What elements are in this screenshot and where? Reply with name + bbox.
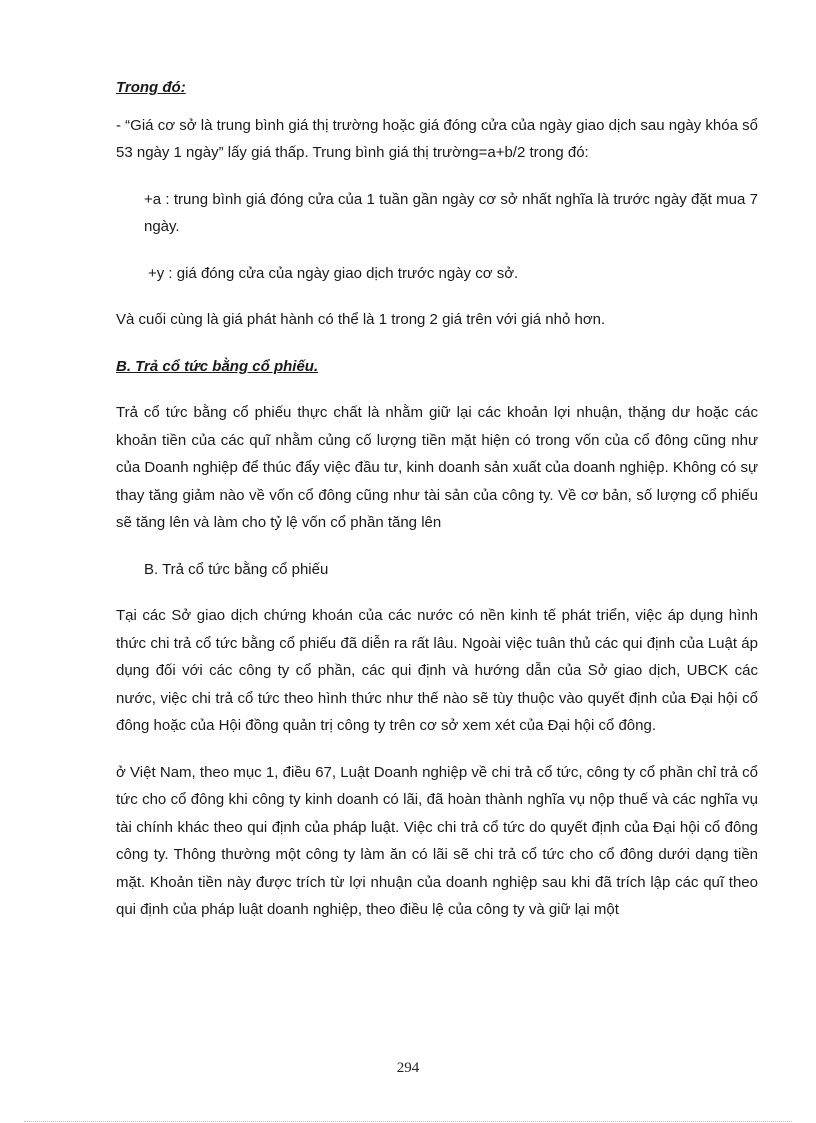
- paragraph-item-a: +a : trung bình giá đóng cửa của 1 tuần gần ngày cơ sở nhất nghĩa là trước ngày đặt mua 7 ngày.: [144, 190, 758, 235]
- subheading-section-b: B. Trả cổ tức bằng cổ phiếu: [144, 560, 329, 578]
- paragraph-item-y: +y : giá đóng cửa của ngày giao dịch trước ngày cơ sở.: [148, 264, 519, 282]
- paragraph-tra-co-tuc: Trả cổ tức bằng cổ phiếu thực chất là nhằm giữ lại các khoản lợi nhuận, thặng dư hoặc các khoản tiền của các quĩ nhằm củng cố lượng tiền mặt hiện có trong vốn của cổ đông cũng như của Doanh nghiệp để thúc đẩy việc đầu tư, kinh doanh sản xuất của doanh nghiệp. Không có sự thay tăng giảm nào về vốn cổ đông cũng như tài sản của công ty. Về cơ bản, số lượng cổ phiếu sẽ tăng lên và làm cho tỷ lệ vốn cổ phần tăng lên: [116, 404, 758, 531]
- footer-divider: [24, 1121, 792, 1122]
- paragraph-gia-co-so: - “Giá cơ sở là trung bình giá thị trường hoặc giá đóng cửa của ngày giao dịch sau ngày khóa sổ 53 ngày 1 ngày” lấy giá thấp. Trung bình giá thị trường=a+b/2 trong đó:: [116, 116, 758, 161]
- paragraph-viet-nam: ở Việt Nam, theo mục 1, điều 67, Luật Doanh nghiệp về chi trả cổ tức, công ty cổ phần chỉ trả cổ tức cho cổ đông khi công ty kinh doanh có lãi, đã hoàn thành nghĩa vụ nộp thuế và các nghĩa vụ tài chính khác theo qui định của pháp luật. Việc chi trả cổ tức do quyết định của Đại hội cổ đông công ty. Thông thường một công ty làm ăn có lãi sẽ chi trả cổ tức cho cổ đông dưới dạng tiền mặt. Khoản tiền này được trích từ lợi nhuận của doanh nghiệp sau khi đã trích lập các quĩ theo qui định của pháp luật doanh nghiệp, theo điều lệ của công ty và giữ lại một: [116, 763, 758, 918]
- page-number: 294: [396, 1060, 420, 1076]
- heading-trong-do: Trong đó:: [116, 79, 186, 96]
- paragraph-so-giao-dich: Tại các Sở giao dịch chứng khoán của các nước có nền kinh tế phát triển, việc áp dụng hình thức chi trả cổ tức bằng cổ phiếu đã diễn ra rất lâu. Ngoài việc tuân thủ các qui định của Luật áp dụng đối với các công ty cổ phần, các qui định và hướng dẫn của Sở giao dịch, UBCK các nước, việc chi trả cổ tức theo hình thức như thế nào sẽ tùy thuộc vào quyết định của Đại hội cổ đông hoặc của Hội đồng quản trị công ty trên cơ sở xem xét của Đại hội cổ đông.: [116, 607, 758, 734]
- heading-section-b: B. Trả cổ tức bằng cổ phiếu.: [116, 357, 319, 375]
- document-body: [116, 74, 758, 924]
- paragraph-cuoi-cung: Và cuối cùng là giá phát hành có thể là 1 trong 2 giá trên với giá nhỏ hơn.: [116, 311, 606, 328]
